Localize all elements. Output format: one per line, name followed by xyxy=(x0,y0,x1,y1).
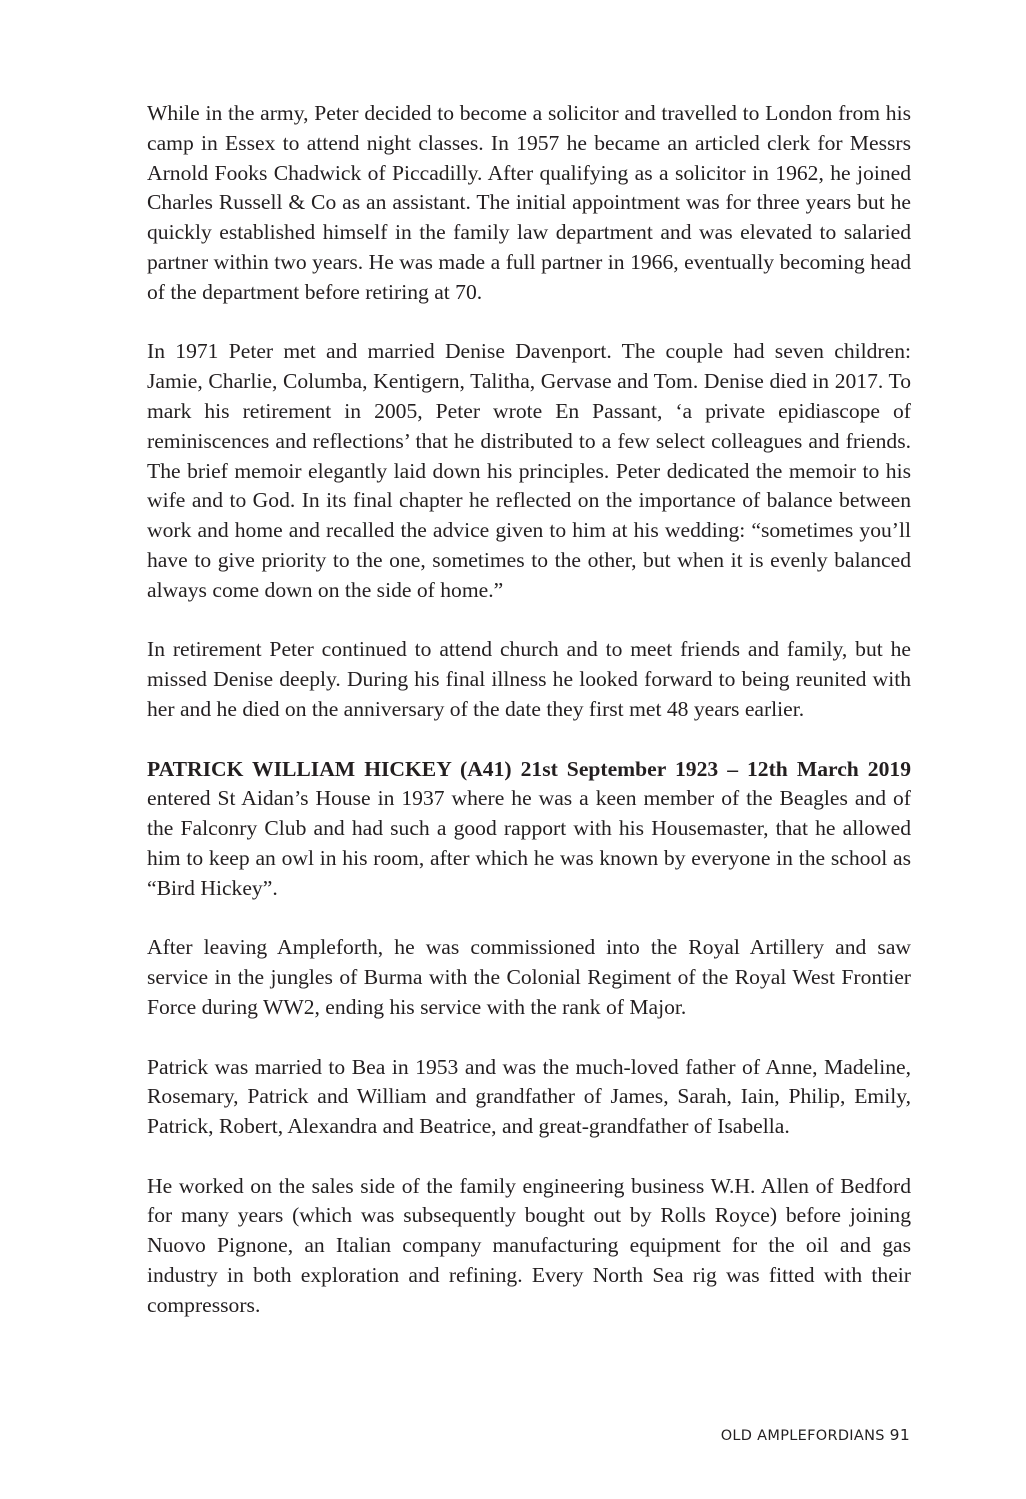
paragraph-marriage-memoir: In 1971 Peter met and married Denise Davenport. The couple had seven children: Jamie, Charlie, Columba, Kentigern, Talitha, Gervase and Tom. Denise died in 2017. To mark his retirement in 2005, Peter wrote En Passant, ‘a private epidiascope of reminiscences and reflections’ that he distributed to a few select colleagues and friends. The brief memoir elegantly laid down his principles. Peter dedicated the memoir to his wife and to God. In its final chapter he reflected on the importance of balance between work and home and recalled the advice given to him at his wedding: “sometimes you’ll have to give priority to the one, sometimes to the other, but when it is evenly balanced always come down on the side of home.” xyxy=(147,339,911,602)
obituary-hickey-intro-paragraph xyxy=(147,755,911,904)
obituary-heading: PATRICK WILLIAM HICKEY (A41) 21st September 1923 – 12th March 2019 xyxy=(147,756,911,781)
paragraph-solicitor-career: While in the army, Peter decided to become a solicitor and travelled to London from his camp in Essex to attend night classes. In 1957 he became an articled clerk for Messrs Arnold Fooks Chadwick of Piccadilly. After qualifying as a solicitor in 1962, he joined Charles Russell & Co as an assistant. The initial appointment was for three years but he quickly established himself in the family law department and was elevated to salaried partner within two years. He was made a full partner in 1966, eventually becoming head of the department before retiring at 70. xyxy=(147,101,911,304)
publication-name: OLD AMPLEFORDIANS xyxy=(720,1428,885,1444)
paragraph-retirement: In retirement Peter continued to attend church and to meet friends and family, but he missed Denise deeply. During his final illness he looked forward to being reunited with her and he died on the anniversary of the date they first met 48 years earlier. xyxy=(147,637,911,721)
page-number: 91 xyxy=(889,1426,910,1444)
paragraph-military-service: After leaving Ampleforth, he was commissioned into the Royal Artillery and saw service in the jungles of Burma with the Colonial Regiment of the Royal West Frontier Force during WW2, ending his service with the rank of Major. xyxy=(147,935,911,1019)
obituary-intro-text: entered St Aidan’s House in 1937 where he was a keen member of the Beagles and of the Falconry Club and had such a good rapport with his Housemaster, that he allowed him to keep an owl in his room, after which he was known by everyone in the school as “Bird Hickey”. xyxy=(147,786,911,900)
body-text xyxy=(147,99,911,1321)
paragraph-business-career: He worked on the sales side of the family engineering business W.H. Allen of Bedford for many years (which was subsequently bought out by Rolls Royce) before joining Nuovo Pignone, an Italian company manufacturing equipment for the oil and gas industry in both exploration and refining. Every North Sea rig was fitted with their compressors. xyxy=(147,1173,911,1317)
paragraph-family: Patrick was married to Bea in 1953 and was the much-loved father of Anne, Madeline, Rosemary, Patrick and William and grandfather of James, Sarah, Iain, Philip, Emily, Patrick, Robert, Alexandra and Beatrice, and great-grandfather of Isabella. xyxy=(147,1054,911,1139)
page-footer xyxy=(721,1426,910,1444)
